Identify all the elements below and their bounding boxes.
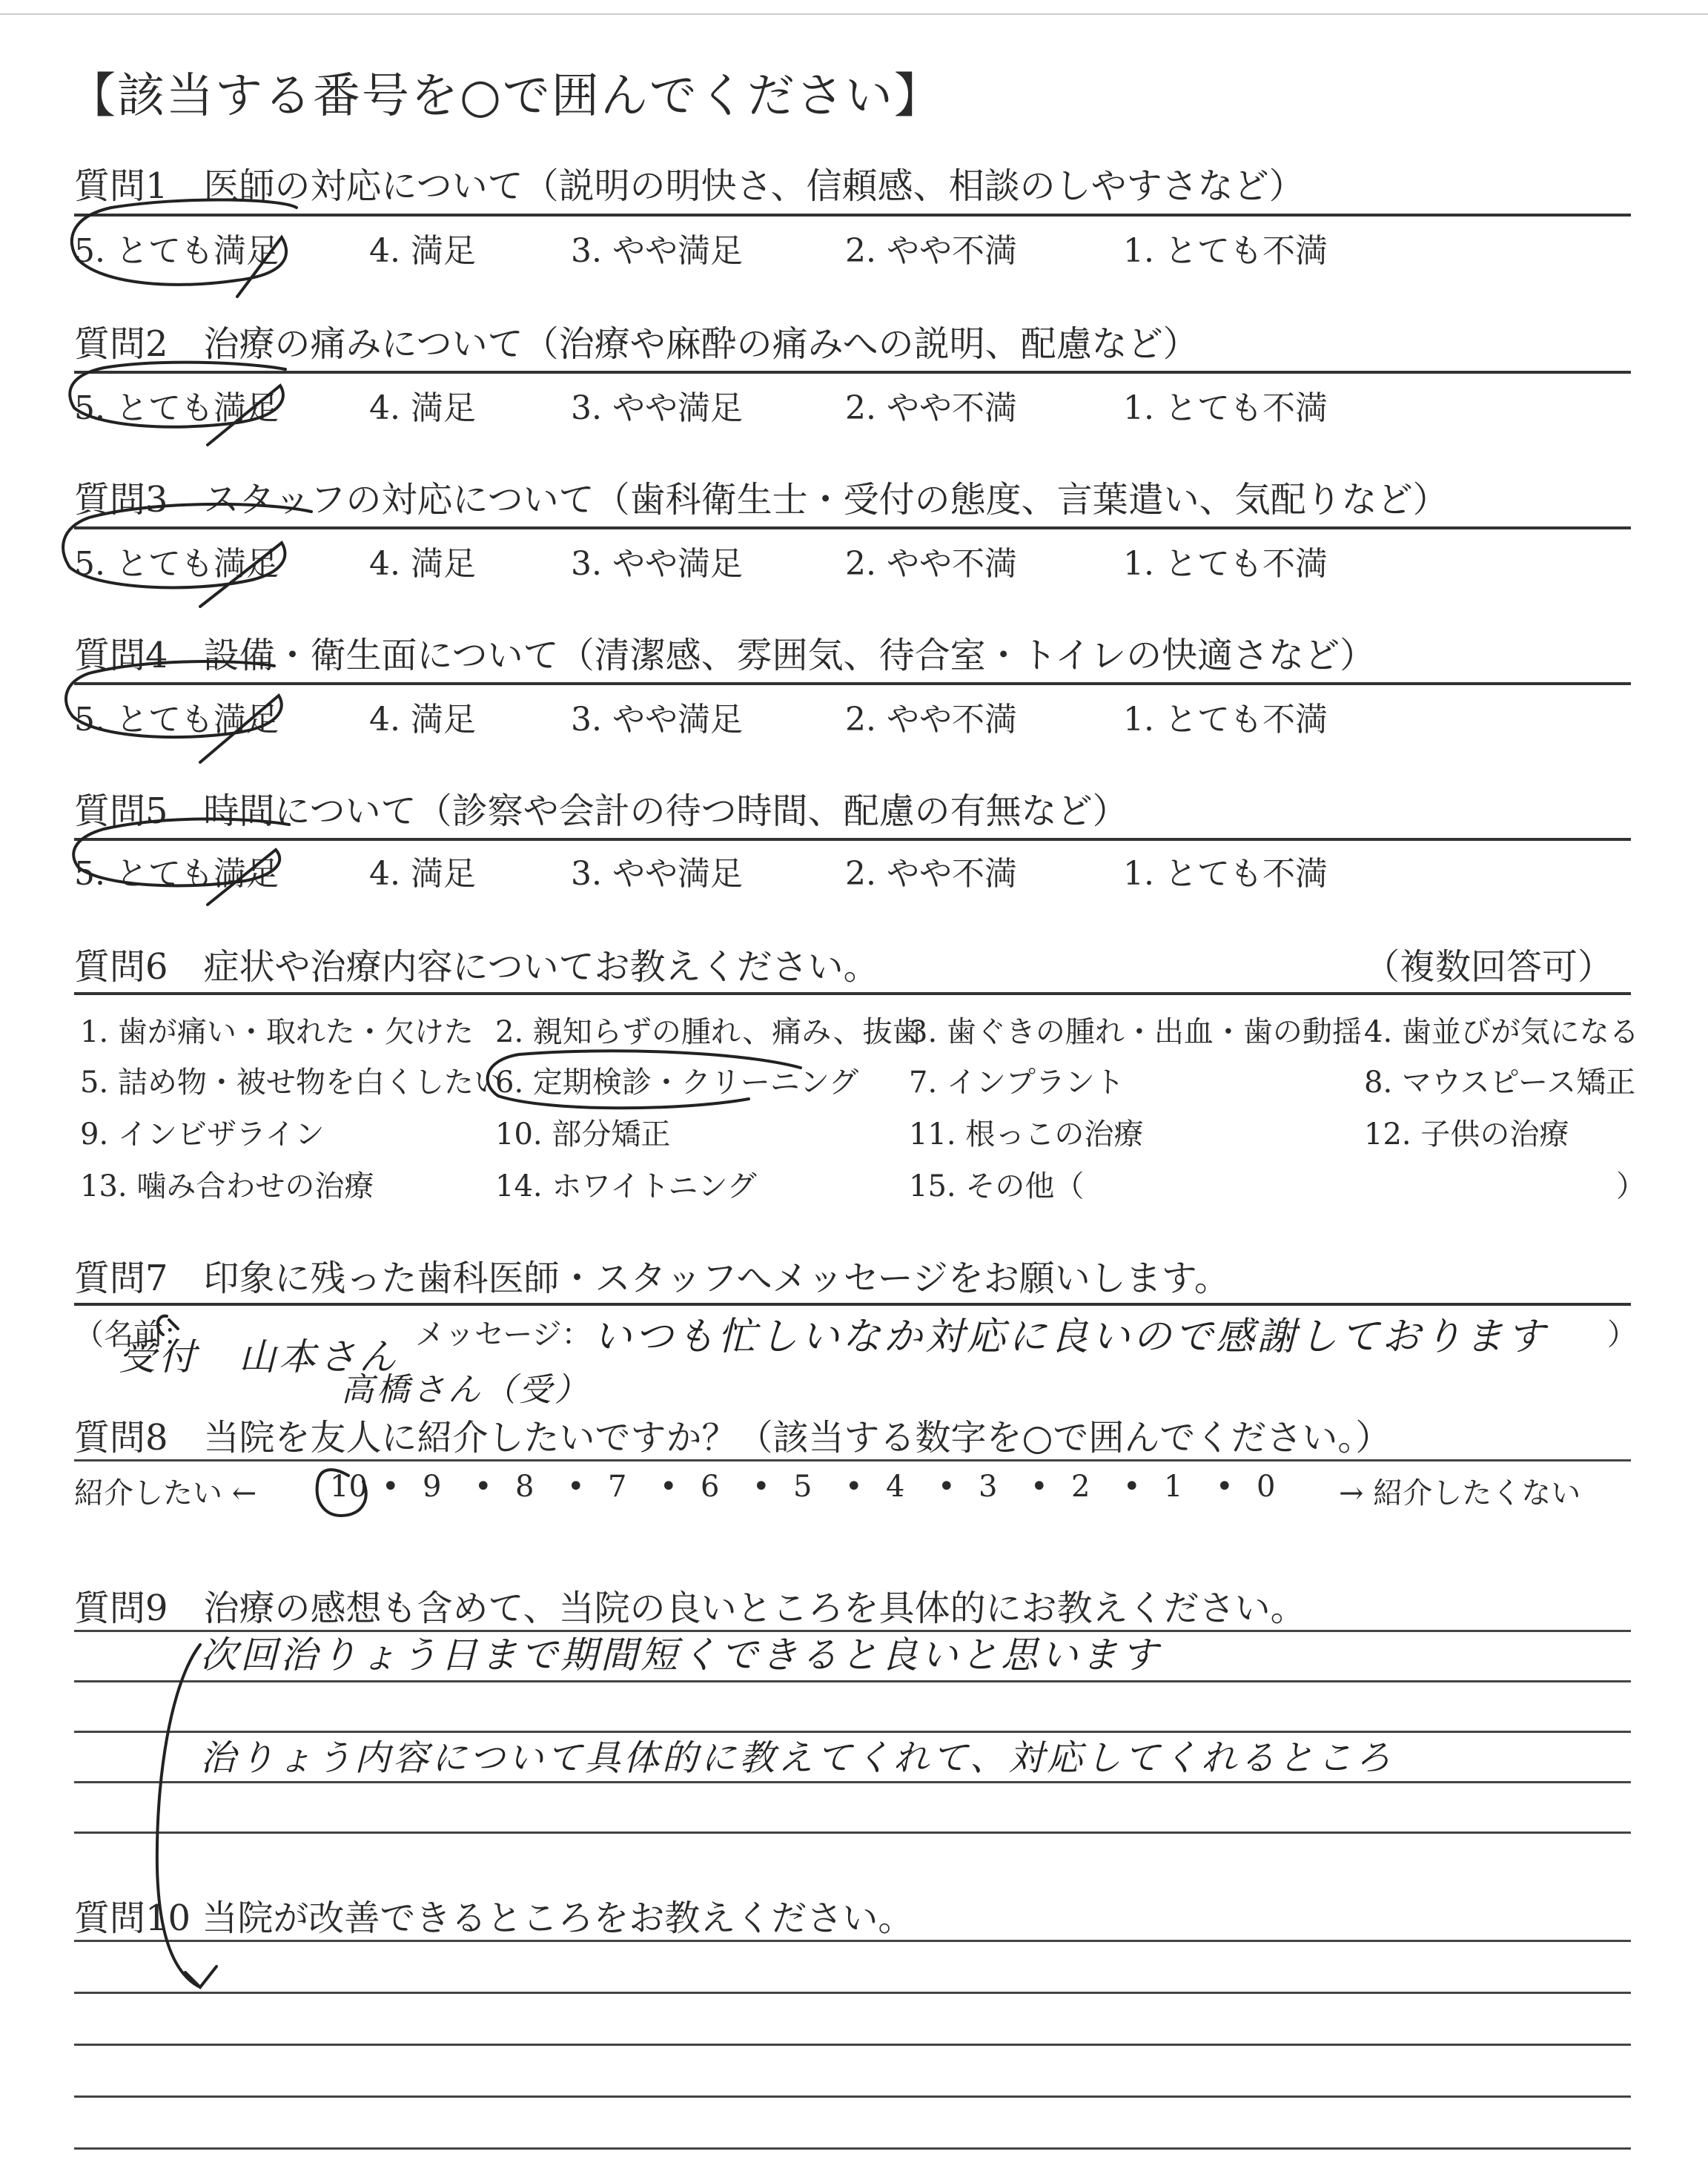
q8-scale-separator: • [567,1470,585,1504]
q7-close-paren: ） [1607,1318,1637,1352]
q9-title: 質問9 治療の感想も含めて、当院の良いところを具体的にお教えください。 [74,1588,1306,1629]
form-heading: 【該当する番号を○で囲んでください】 [68,69,943,124]
q8-scale-separator: • [1123,1470,1141,1504]
q2-option-2[interactable]: 2. やや不満 [845,389,1017,427]
q1-option-3[interactable]: 3. やや満足 [571,232,743,270]
q7-handwritten-name-2: 高橋さん（受） [341,1371,590,1409]
q7-name-bracket [158,1316,178,1335]
q8-scale-value-2[interactable]: 2 [1071,1470,1090,1504]
q8-selection-circle [317,1470,366,1516]
q3-option-5[interactable]: 5. とても満足 [74,545,279,583]
q7-name-label: （名前： [74,1318,193,1352]
q9-handwritten-line-1: 次回治りょう日まで期間短くできると良いと思います [200,1634,1161,1677]
q8-scale-value-7[interactable]: 7 [608,1470,627,1504]
q2-option-1[interactable]: 1. とても不満 [1123,389,1328,427]
q4-option-2[interactable]: 2. やや不満 [845,701,1017,739]
q5-option-4[interactable]: 4. 満足 [369,855,476,893]
q2-selection-circle [70,363,285,445]
q5-option-3[interactable]: 3. やや満足 [571,855,743,893]
q8-right-label: → 紹介したくない [1339,1476,1581,1510]
q7-handwritten-name-1: 受付 山本さん [119,1335,399,1378]
q2-title: 質問2 治療の痛みについて（治療や麻酔の痛みへの説明、配慮など） [74,323,1199,365]
q2-option-4[interactable]: 4. 満足 [369,389,476,427]
q6-item-2[interactable]: 2. 親知らずの腫れ、痛み、抜歯 [495,1015,922,1049]
q8-scale-value-1[interactable]: 1 [1164,1470,1183,1504]
q1-option-5[interactable]: 5. とても満足 [74,232,279,270]
q8-scale-separator: • [752,1470,770,1504]
q6-item-5[interactable]: 5. 詰め物・被せ物を白くしたい [80,1066,503,1100]
q3-option-4[interactable]: 4. 満足 [369,545,476,583]
q2-option-3[interactable]: 3. やや満足 [571,389,743,427]
q6-item-6[interactable]: 6. 定期検診・クリーニング [495,1066,859,1100]
q8-left-label: 紹介したい ← [74,1476,257,1510]
q8-scale-value-9[interactable]: 9 [423,1470,442,1504]
q3-option-3[interactable]: 3. やや満足 [571,545,743,583]
q4-option-1[interactable]: 1. とても不満 [1123,701,1328,739]
q5-selection-circle [73,819,289,905]
q3-option-2[interactable]: 2. やや不満 [845,545,1017,583]
q4-selection-circle [66,661,282,762]
q8-scale-value-4[interactable]: 4 [886,1470,905,1504]
q5-option-2[interactable]: 2. やや不満 [845,855,1017,893]
q8-scale-separator: • [660,1470,678,1504]
q6-item-10[interactable]: 10. 部分矯正 [495,1117,671,1152]
q6-item-1[interactable]: 1. 歯が痛い・取れた・欠けた [80,1015,474,1049]
q7-title: 質問7 印象に残った歯科医師・スタッフへメッセージをお願いします。 [74,1258,1230,1299]
q6-item-14[interactable]: 14. ホワイトニング [495,1169,757,1203]
q8-scale-separator: • [1216,1470,1234,1504]
q10-title: 質問10 当院が改善できるところをお教えください。 [74,1898,914,1939]
q9-to-q10-arrow [157,1645,216,1987]
q8-scale-value-10[interactable]: 10 [330,1470,368,1504]
q2-option-5[interactable]: 5. とても満足 [74,389,279,427]
q6-item-15[interactable]: 15. その他（ [909,1169,1085,1203]
q8-scale-separator: • [938,1470,956,1504]
q6-item-7[interactable]: 7. インプラント [909,1066,1125,1100]
q8-title: 質問8 当院を友人に紹介したいですか？（該当する数字を○で囲んでください。） [74,1417,1391,1459]
q9-handwritten-line-2: 治りょう内容について具体的に教えてくれて、対応してくれるところ [200,1737,1394,1779]
q8-scale-separator: • [845,1470,863,1504]
q4-option-3[interactable]: 3. やや満足 [571,701,743,739]
q5-option-1[interactable]: 1. とても不満 [1123,855,1328,893]
q5-title: 質問5 時間について（診察や会計の待つ時間、配慮の有無など） [74,790,1128,832]
q5-option-5[interactable]: 5. とても満足 [74,855,279,893]
q6-item-3[interactable]: 3. 歯ぐきの腫れ・出血・歯の動揺 [909,1015,1362,1049]
q6-item-8[interactable]: 8. マウスピース矯正 [1364,1066,1636,1100]
q8-scale-value-3[interactable]: 3 [979,1470,998,1504]
q8-scale-value-0[interactable]: 0 [1257,1470,1276,1504]
q6-note: （複数回答可） [1364,946,1614,988]
q1-selection-circle [72,199,297,297]
q8-scale-value-6[interactable]: 6 [701,1470,720,1504]
q3-option-1[interactable]: 1. とても不満 [1123,545,1328,583]
q6-item-4[interactable]: 4. 歯並びが気になる [1364,1015,1639,1049]
q1-option-4[interactable]: 4. 満足 [369,232,476,270]
q4-option-4[interactable]: 4. 満足 [369,701,476,739]
q6-item-11[interactable]: 11. 根っこの治療 [909,1117,1144,1152]
q6-item-13[interactable]: 13. 噛み合わせの治療 [80,1169,374,1203]
q8-scale-separator: • [1030,1470,1048,1504]
q8-scale-value-5[interactable]: 5 [793,1470,812,1504]
q6-item-15-close: ） [1616,1169,1646,1203]
q1-title: 質問1 医師の対応について（説明の明快さ、信頼感、相談のしやすさなど） [74,165,1305,207]
q6-item-12[interactable]: 12. 子供の治療 [1364,1117,1569,1152]
q1-option-2[interactable]: 2. やや不満 [845,232,1017,270]
q4-option-5[interactable]: 5. とても満足 [74,701,279,739]
q1-option-1[interactable]: 1. とても不満 [1123,232,1328,270]
q7-handwritten-message: いつも忙しいなか対応に良いので感謝しております [593,1315,1549,1359]
q6-item-9[interactable]: 9. インビザライン [80,1117,325,1152]
q4-title: 質問4 設備・衛生面について（清潔感、雰囲気、待合室・トイレの快適さなど） [74,635,1376,676]
q7-message-label: メッセージ： [415,1318,592,1352]
q6-selection-circle [488,1051,801,1108]
q8-scale-separator: • [474,1470,492,1504]
q3-title: 質問3 スタッフの対応について（歯科衛生士・受付の態度、言葉遣い、気配りなど） [74,479,1449,521]
q8-scale-value-8[interactable]: 8 [515,1470,534,1504]
q3-selection-circle [63,504,311,607]
q8-scale-separator: • [382,1470,400,1504]
q6-title: 質問6 症状や治療内容についてお教えください。 [74,946,879,988]
